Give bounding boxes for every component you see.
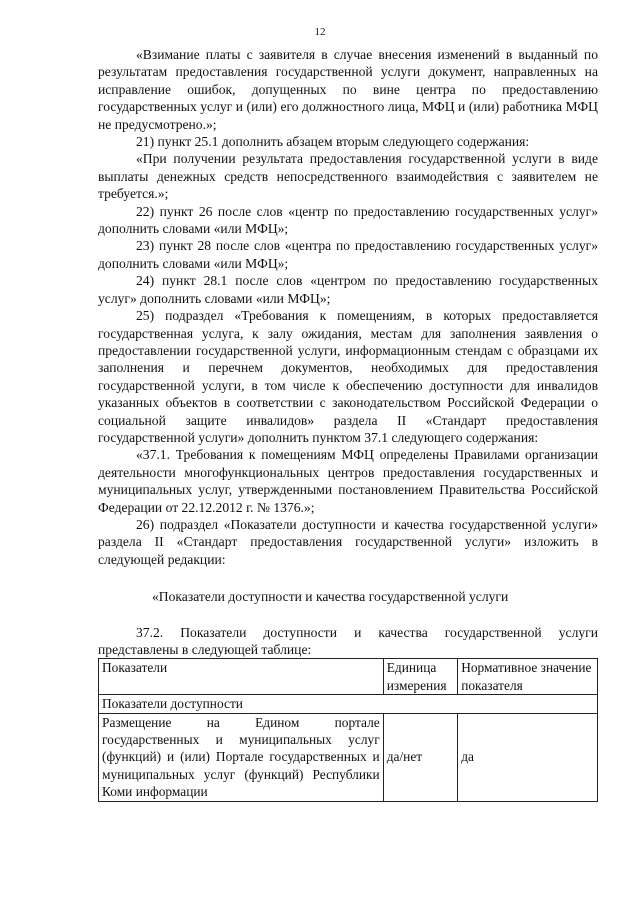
paragraph: «Взимание платы с заявителя в случае внесения изменений в выданный по результатам предоставления государственной услуги документ, направленных на исправление ошибок, допущенных по вине центра по предоставлению государственных услуг и (или) его должностного лица, МФЦ и (или) работника МФЦ не предусмотрено.»; <box>98 47 598 132</box>
table-intro: 37.2. Показатели доступности и качества государственной услуги представлены в следующей таблице: <box>98 624 598 657</box>
paragraph: 23) пункт 28 после слов «центра по предоставлению государственных услуг» дополнить словами «или МФЦ»; <box>98 238 598 271</box>
table-row <box>99 713 598 801</box>
table-header-cell: Единица измерения <box>383 659 457 695</box>
document-body <box>98 46 598 802</box>
paragraph: 25) подраздел «Требования к помещениям, в которых предоставляется государственная услуга, к залу ожидания, местам для заполнения заявления о предоставлении государственной услуги, информационным стендам с образцами их заполнения и перечнем документов, необходимых для предоставления государственной услуги, в том числе к обеспечению доступности для инвалидов указанных объектов в соответствии с законодательством Российской Федерации о социальной защите инвалидов» раздела II «Стандарт предоставления государственной услуги» дополнить пунктом 37.1 следующего содержания: <box>98 308 598 445</box>
paragraph: 24) пункт 28.1 после слов «центром по предоставлению государственных услуг» дополнить словами «или МФЦ»; <box>98 273 598 306</box>
table-header-cell: Нормативное значение показателя <box>458 659 598 695</box>
section-heading: «Показатели доступности и качества государственной услуги <box>152 589 509 605</box>
paragraph: «При получении результата предоставления государственной услуги в виде выплаты денежных средств непосредственного взаимодействия с заявителем не требуется.»; <box>98 151 598 202</box>
table-header-cell: Показатели <box>99 659 384 695</box>
table-group-row <box>99 695 598 713</box>
paragraph: 22) пункт 26 после слов «центр по предоставлению государственных услуг» дополнить словами «или МФЦ»; <box>98 203 598 237</box>
table-cell-indicator: Размещение на Едином портале государственных и муниципальных услуг (функций) и (или) Портале государственных и муниципальных услуг (функций) Республики Коми информации <box>99 713 384 801</box>
table-cell-value: да <box>458 713 598 801</box>
page-number: 12 <box>314 26 326 38</box>
table-group-label: Показатели доступности <box>99 695 598 713</box>
indicators-table <box>98 658 598 801</box>
paragraph: 21) пункт 25.1 дополнить абзацем вторым следующего содержания: <box>136 134 530 150</box>
paragraph: «37.1. Требования к помещениям МФЦ определены Правилами организации деятельности многофункциональных центров предоставления государственных и муниципальных услуг, утвержденными постановлением Правительства Российской Федерации от 22.12.2012 г. № 1376.»; <box>98 447 598 515</box>
paragraph: 26) подраздел «Показатели доступности и качества государственной услуги» раздела II «Стандарт предоставления государственной услуги» изложить в следующей редакции: <box>98 516 598 567</box>
table-cell-unit: да/нет <box>383 713 457 801</box>
table-header-row <box>99 659 598 695</box>
